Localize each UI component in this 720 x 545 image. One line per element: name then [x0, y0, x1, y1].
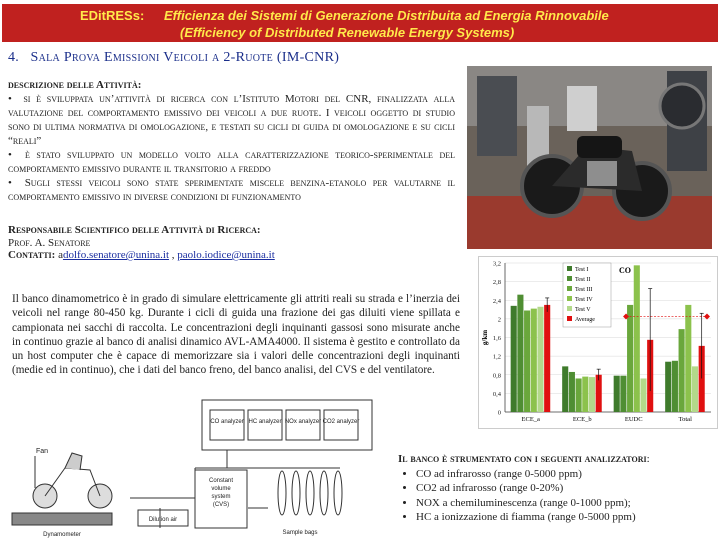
- analyzers-list: [398, 467, 716, 525]
- co-emissions-chart: [478, 256, 718, 429]
- schematic-dynamometer: Dynamometer: [43, 532, 81, 538]
- bar-test-i: [614, 376, 620, 412]
- y-tick-label: 0: [497, 409, 501, 417]
- legend-label: Test V: [575, 307, 591, 313]
- y-tick-label: 0,4: [492, 390, 501, 398]
- legend-swatch: [567, 276, 572, 281]
- bar-test-iii: [576, 378, 582, 412]
- bar-test-ii: [569, 372, 575, 412]
- bar-test-iii: [524, 310, 530, 412]
- bar-test-iv: [582, 377, 588, 412]
- section-title: [8, 50, 339, 66]
- legend-swatch: [567, 286, 572, 291]
- analyzer-item: • CO ad infrarosso (range 0-5000 ppm): [416, 467, 716, 482]
- schematic-cvs-3: system: [211, 494, 231, 500]
- email-link-iodice[interactable]: paolo.iodice@unina.it: [177, 249, 275, 261]
- bar-average: [544, 305, 550, 412]
- x-tick-label: ECE_b: [572, 416, 592, 423]
- bar-test-iv: [634, 265, 640, 412]
- x-tick-label: ECE_a: [521, 416, 540, 423]
- schematic-co2-label: CO2 analyzer: [322, 419, 360, 425]
- contacts-line: Contatti: adolfo.senatore@unina.it , paolo.iodice@unina.it: [8, 249, 275, 261]
- dynamometer-paragraph: Il banco dinamometrico è in grado di simulare elettricamente gli attriti reali su strada e l’inerzia dei veicoli nel range 80-450 kg. Durante i cicli di guida una frazione dei gas diluiti viene spillata e campionata nei sacchi di raccolta. Le concentrazioni degli inquinanti gassosi sono misurate anche in continuo grazie al banco di analisi dinamico AVL-AMA4000. Il sistema è gestito e controllato da un host computer che è capace di memorizzare sia i valori delle concentrazioni degli inquinanti (medie ed in continuo), che i dati del banco freno, del banco analisi, del CVS e del ventilatore.: [12, 293, 460, 377]
- bar-test-iv: [685, 305, 691, 412]
- legend-swatch: [567, 266, 572, 271]
- bar-test-iv: [531, 309, 537, 412]
- header-banner: [2, 4, 718, 42]
- schematic-dilution-air: Dilution air: [148, 517, 178, 523]
- schematic-hc-label: HC analyzer: [248, 419, 282, 425]
- analyzers-block: Il banco è strumentato con i seguenti analizzatori: • CO ad infrarosso (range 0-5000 ppm) • CO2 ad infrarosso (range 0-20%) • NOX a chemiluminescenza (range 0-1000 ppm); • HC a ionizzazione di fiamma (range 0-5000 ppm): [398, 452, 716, 525]
- bar-test-iii: [679, 329, 685, 412]
- analyzer-item: • CO2 ad infrarosso (range 0-20%): [416, 481, 716, 496]
- y-tick-label: 1,2: [492, 353, 501, 361]
- bar-test-v: [692, 366, 698, 412]
- y-tick-label: 3,2: [492, 260, 501, 268]
- y-tick-label: 2,8: [492, 279, 501, 287]
- legend-label: Test IV: [575, 297, 593, 303]
- section-suffix: (IM-CNR): [276, 50, 340, 65]
- bar-test-v: [537, 307, 543, 412]
- bar-test-ii: [672, 361, 678, 412]
- bar-test-ii: [620, 376, 626, 412]
- schematic-cvs-4: (CVS): [212, 502, 230, 508]
- y-tick-label: 2: [497, 316, 501, 324]
- chart-title: CO: [619, 266, 631, 275]
- section-name: Sala Prova Emissioni Veicoli a 2-Ruote: [30, 50, 274, 65]
- test-bench-schematic: [10, 398, 390, 540]
- activity-description: [8, 78, 455, 204]
- responsible-block: [8, 224, 458, 262]
- schematic-nox-label: NOx analyzer: [284, 419, 322, 425]
- legend-label: Test III: [575, 287, 593, 293]
- legend-label: Average: [575, 317, 595, 323]
- section-number: 4.: [8, 50, 20, 65]
- y-tick-label: 0,8: [492, 372, 501, 380]
- legend-swatch: [567, 296, 572, 301]
- contacts-label: Contatti:: [8, 249, 56, 261]
- description-bullet: • si è sviluppata un’attività di ricerca con l’Istituto Motori del CNR, finalizzata alla valutazione del comportamento emissivo dei veicoli a due ruote. I veicoli oggetto di studio sono di ultima normativa di omologazione, e testati su cicli di guida di omologazione e su cicli “reali”: [8, 93, 455, 147]
- x-tick-label: Total: [678, 416, 692, 423]
- y-tick-label: 1,6: [492, 335, 501, 342]
- bar-test-v: [589, 377, 595, 412]
- schematic-sample-bags: Sample bags: [282, 530, 318, 536]
- bar-test-i: [511, 306, 517, 412]
- bar-test-iii: [627, 305, 633, 412]
- responsible-name: Prof. A. Senatore: [8, 236, 91, 249]
- legend-label: Test II: [575, 277, 591, 283]
- project-acronym: EDitRESs:: [80, 8, 145, 23]
- analyzer-item: • HC a ionizzazione di fiamma (range 0-5000 ppm): [416, 510, 716, 525]
- description-bullet: • Sugli stessi veicoli sono state sperimentate miscele benzina-etanolo per valutarne il comportamento emissivo in diverse condizioni di funzionamento: [8, 177, 455, 203]
- schematic-cvs-1: Constant: [208, 478, 234, 484]
- schematic-fan: Fan: [36, 448, 49, 455]
- schematic-cvs-2: volume: [211, 486, 231, 492]
- bar-test-i: [665, 362, 671, 412]
- analyzer-item: • NOX a chemiluminescenza (range 0-1000 ppm);: [416, 496, 716, 511]
- description-heading: descrizione delle Attività:: [8, 79, 142, 91]
- y-axis-label: g/km: [481, 329, 489, 346]
- project-title-english: (Efficiency of Distributed Renewable Energy Systems): [180, 25, 515, 40]
- project-title-italian: Efficienza dei Sistemi di Generazione Distribuita ad Energia Rinnovabile: [164, 8, 609, 23]
- analyzers-heading: Il banco è strumentato con i seguenti analizzatori: [398, 453, 647, 465]
- y-tick-label: 2,4: [492, 297, 501, 305]
- bar-test-i: [562, 366, 568, 412]
- legend-label: Test I: [575, 267, 589, 273]
- legend-swatch: [567, 316, 572, 321]
- responsible-heading: Responsabile Scientifico delle Attività di Ricerca:: [8, 224, 261, 236]
- schematic-co-label: CO analyzer: [210, 419, 244, 425]
- email-link-senatore[interactable]: dolfo.senatore@unina.it: [62, 249, 170, 261]
- legend-swatch: [567, 306, 572, 311]
- description-bullet: • è stato sviluppato un modello volto alla caratterizzazione teorico-sperimentale del comportamento emissivo durante il transitorio a freddo: [8, 149, 455, 175]
- x-tick-label: EUDC: [624, 416, 643, 423]
- motorcycle-test-photo: [467, 66, 712, 249]
- bar-test-v: [640, 378, 646, 412]
- chart-svg: [479, 257, 717, 428]
- bar-test-ii: [517, 295, 523, 412]
